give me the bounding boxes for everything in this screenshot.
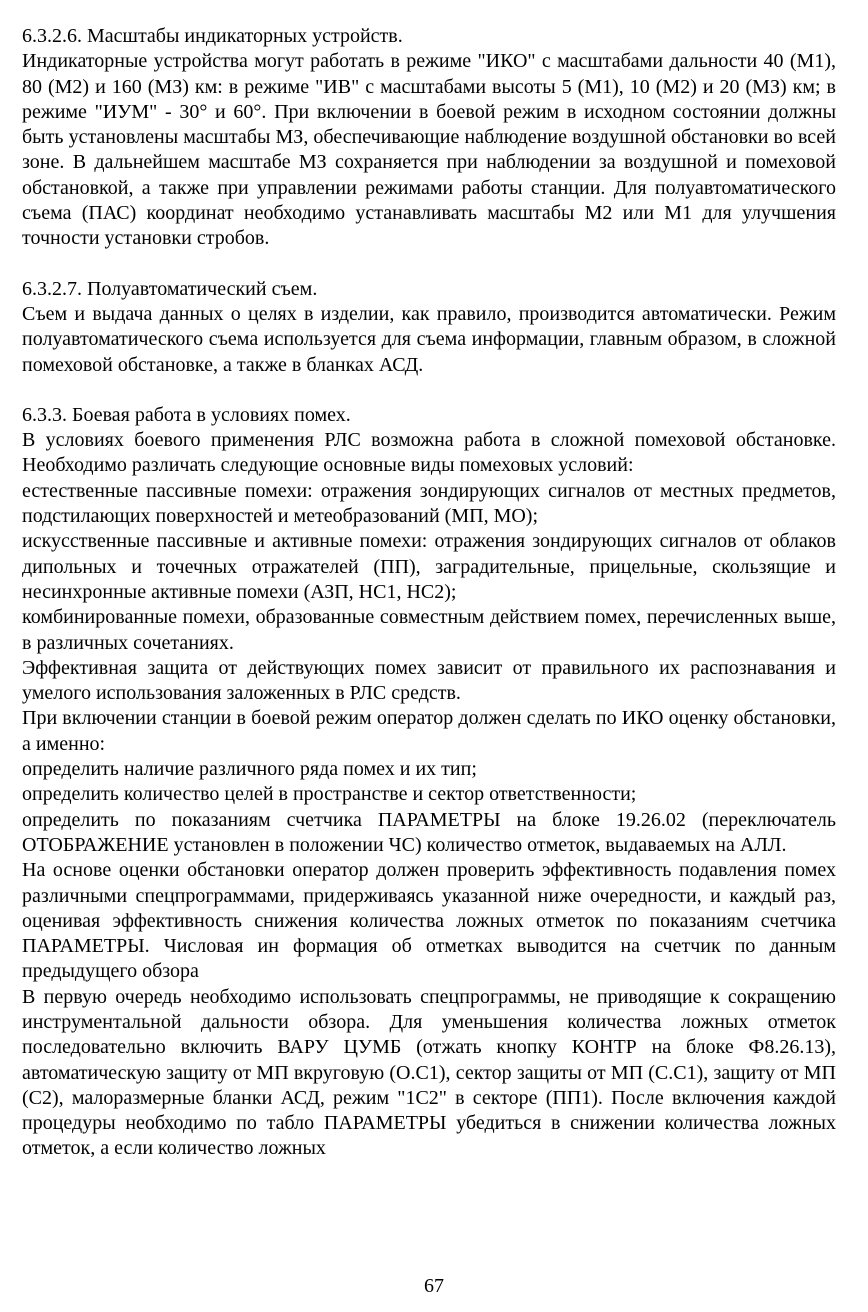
list-item: искусственные пассивные и активные помехи: отражения зондирующих сигналов от облаков дипольных и точечных отражателей (ПП), заградительные, прицельные, скользящие и несинхронные активные помехи (АЗП, НС1, НС2); <box>22 530 836 603</box>
list-item: определить наличие различного ряда помех и их тип; <box>22 758 477 781</box>
page-number: 67 <box>424 1275 444 1297</box>
document-page <box>22 24 836 1162</box>
list-item: комбинированные помехи, образованные совместным действием помех, перечисленных выше, в различных сочетаниях. <box>22 606 836 654</box>
list-item: определить по показаниям счетчика ПАРАМЕТРЫ на блоке 19.26.02 (переключатель ОТОБРАЖЕНИЕ установлен в положении ЧС) количество отметок, выдаваемых на АЛЛ. <box>22 808 836 856</box>
blank-line <box>22 378 836 403</box>
paragraph: Индикаторные устройства могут работать в режиме "ИКО" с масштабами дальности 40 (М1), 80 (М2) и 160 (МЗ) км: в режиме "ИВ" с масштабами высоты 5 (М1), 10 (М2) и 20 (МЗ) км; в режиме "ИУМ" - 30° и 60°. При включении в боевой режим в исходном состоянии должны быть установлены масштабы МЗ, обеспечивающие наблюдение воздушной обстановки во всей зоне. В дальнейшем масштабе МЗ сохраняется при наблюдении за воздушной и помеховой обстановкой, а также при управлении режимами работы станции. Для полуавтоматического съема (ПАС) координат необходимо устанавливать масштабы М2 или М1 для улучшения точности установки стробов. <box>22 50 836 250</box>
section-6-3-2-6 <box>22 24 836 252</box>
paragraph: При включении станции в боевой режим оператор должен сделать по ИКО оценку обстановки, а именно: <box>22 707 836 755</box>
paragraph: В первую очередь необходимо использовать спецпрограммы, не приводящие к сокращению инструментальной дальности обзора. Для уменьшения количества ложных отметок последовательно включить ВАРУ ЦУМБ (отжать кнопку КОНТР на блоке Ф8.26.13), автоматическую защиту от МП вкруговую (О.С1), сектор защиты от МП (С.С1), защиту от МП (С2), малоразмерные бланки АСД, режим "1С2" в секторе (ПП1). После включения каждой процедуры необходимо по табло ПАРАМЕТРЫ убедиться в снижении количества ложных отметок, а если количество ложных <box>22 985 836 1160</box>
section-heading: 6.3.2.7. Полуавтоматический съем. <box>22 277 318 300</box>
list-item: естественные пассивные помехи: отражения зондирующих сигналов от местных предметов, подстилающих поверхностей и метеобразований (МП, МО); <box>22 479 836 528</box>
list-item: определить количество целей в пространстве и сектор ответственности; <box>22 783 637 806</box>
section-heading: 6.3.3. Боевая работа в условиях помех. <box>22 403 351 426</box>
paragraph: В условиях боевого применения РЛС возможна работа в сложной помеховой обстановке. Необходимо различать следующие основные виды помеховых условий: <box>22 429 836 477</box>
blank-line <box>22 252 836 277</box>
section-6-3-2-7 <box>22 277 836 378</box>
paragraph: На основе оценки обстановки оператор должен проверить эффективность подавления помех различными спецпрограммами, придерживаясь указанной ниже очередности, и каждый раз, оценивая эффективность снижения количества ложных отметок по показаниям счетчика ПАРАМЕТРЫ. Числовая ин формация об отметках выводится на счетчик по данным предыдущего обзора <box>22 859 836 983</box>
paragraph: Эффективная защита от действующих помех зависит от правильного их распознавания и умелого использования заложенных в РЛС средств. <box>22 656 836 705</box>
section-heading: 6.3.2.6. Масштабы индикаторных устройств. <box>22 25 403 47</box>
section-6-3-3 <box>22 403 836 1162</box>
paragraph: Съем и выдача данных о целях в изделии, как правило, производится автоматически. Режим полуавтоматического съема используется для съема информации, главным образом, в сложной помеховой обстановке, а также в бланках АСД. <box>22 302 836 376</box>
